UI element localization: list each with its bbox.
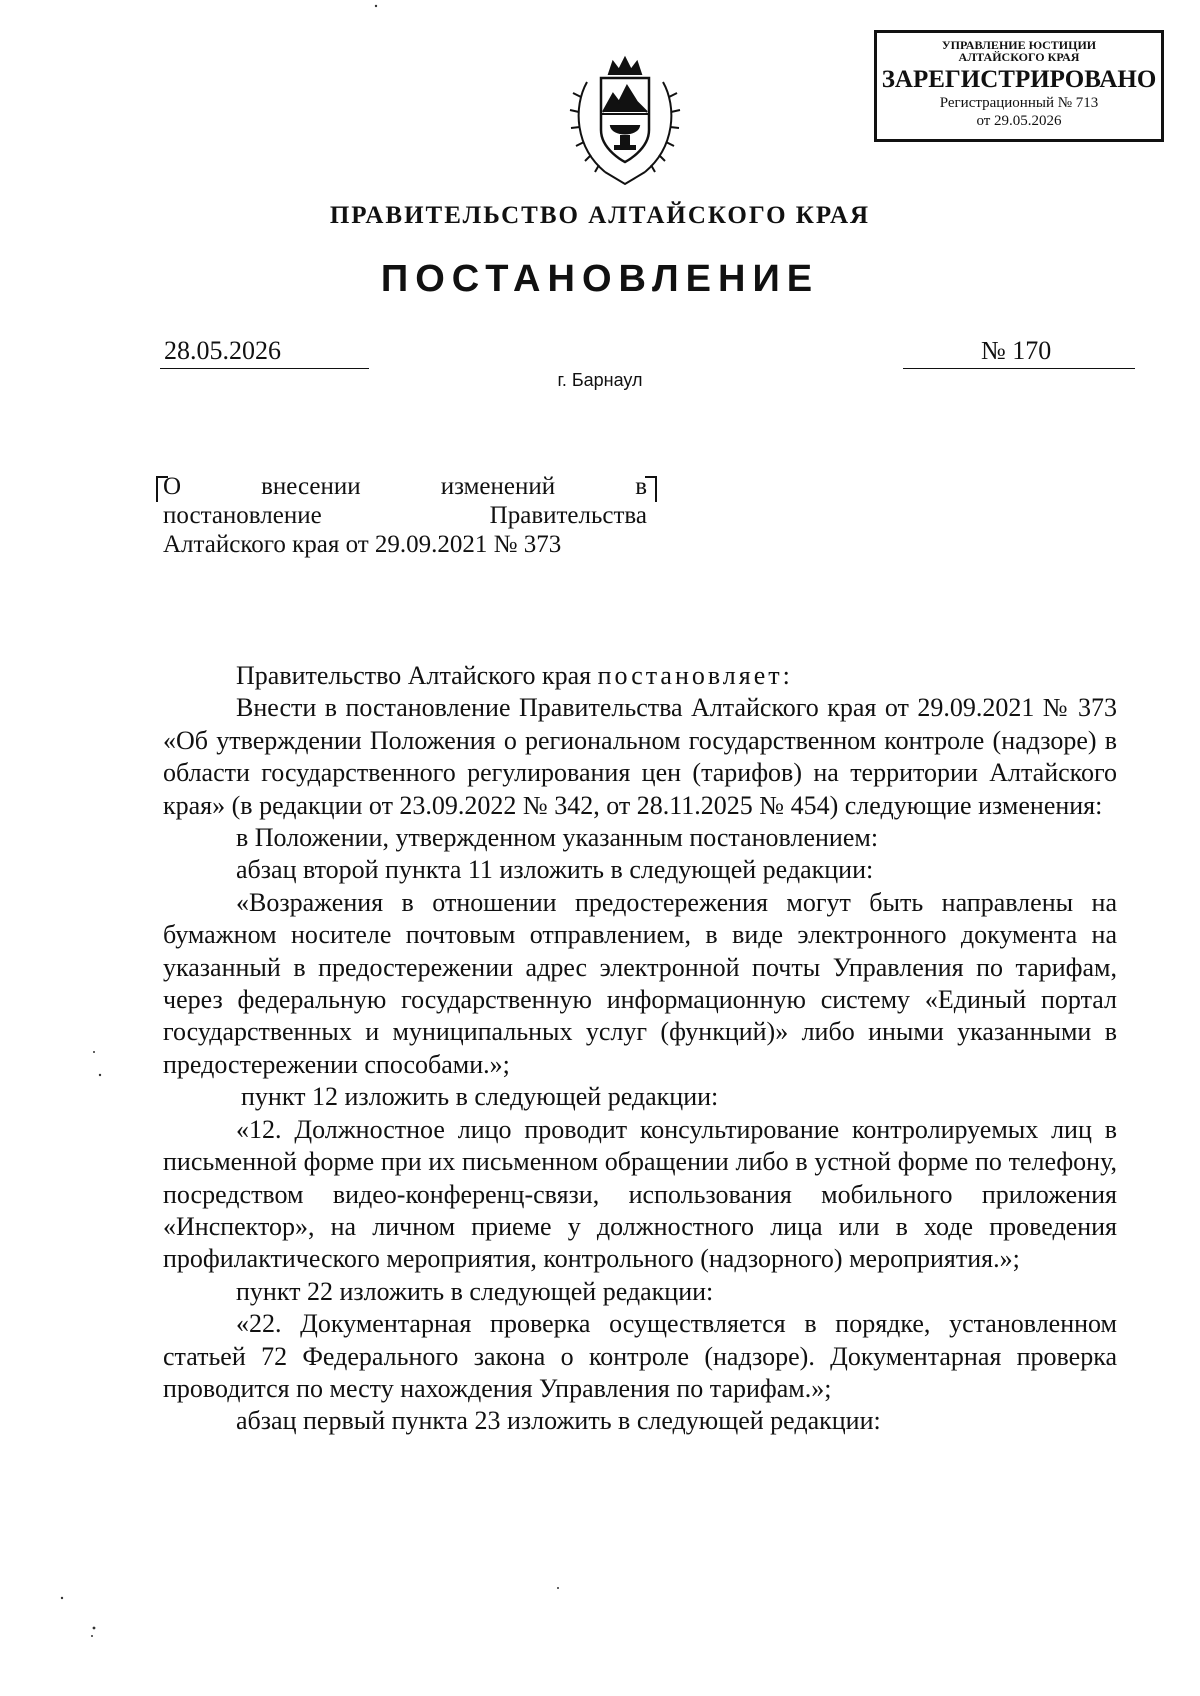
- stamp-org-line1: УПРАВЛЕНИЕ ЮСТИЦИИ: [941, 38, 1097, 52]
- body-paragraph: Внести в постановление Правительства Алтайского края от 29.09.2021 № 373 «Об утверждении Положения о региональном государственном контроле (надзоре) в области государственного регулирования цен (тарифов) на территории Алтайского края» (в редакции от 23.09.2022 № 342, от 28.11.2025 № 454) следующие изменения:: [163, 693, 1117, 820]
- body-paragraph: [163, 660, 1117, 692]
- stamp-reg-number: Регистрационный № 713: [939, 95, 1099, 111]
- subject-word: изменений: [440, 473, 556, 500]
- decree-date: 28.05.2026: [160, 334, 369, 369]
- subject-word: внесении: [261, 473, 361, 500]
- body-paragraph: «12. Должностное лицо проводит консультирование контролируемых лиц в письменной форме при их письменном обращении либо в устной форме по телефону, посредством видео-конференц-связи, использования мобильного приложения «Инспектор», на личном приеме у должностного лица или в ходе проведения профилактического мероприятия, контрольного (надзорного) мероприятия.»;: [163, 1114, 1117, 1274]
- document-type: ПОСТАНОВЛЕНИЕ: [380, 258, 820, 300]
- decree-city: г. Барнаул: [557, 370, 643, 390]
- stamp-org-line2: АЛТАЙСКОГО КРАЯ: [958, 50, 1080, 64]
- body-paragraph: «22. Документарная проверка осуществляется в порядке, установленном статьей 72 Федерального закона о контроле (надзоре). Документарная проверка проводится по месту нахождения Управления по тарифам.»;: [163, 1309, 1117, 1403]
- body-text-spaced: постановляет:: [597, 661, 793, 690]
- subject-word: постановление: [163, 502, 322, 529]
- stamp-reg-date: от 29.05.2026: [976, 113, 1062, 129]
- registration-stamp: [874, 30, 1164, 142]
- subject-word: О: [163, 473, 182, 500]
- coat-of-arms-icon: [565, 52, 685, 192]
- decree-number: № 170: [903, 334, 1135, 369]
- body-paragraph: в Положении, утвержденном указанным постановлением:: [236, 823, 879, 853]
- body-paragraph: пункт 12 изложить в следующей редакции:: [241, 1082, 719, 1112]
- subject-word: в: [635, 473, 647, 500]
- body-paragraph: абзац первый пункта 23 изложить в следующей редакции:: [236, 1406, 881, 1436]
- body-text: Правительство Алтайского края: [236, 661, 598, 690]
- subject-line: Алтайского края от 29.09.2021 № 373: [163, 531, 562, 558]
- body-paragraph: абзац второй пункта 11 изложить в следующей редакции:: [236, 855, 874, 885]
- body-paragraph: пункт 22 изложить в следующей редакции:: [236, 1276, 714, 1306]
- stamp-status: ЗАРЕГИСТРИРОВАНО: [881, 66, 1157, 93]
- government-title: ПРАВИТЕЛЬСТВО АЛТАЙСКОГО КРАЯ: [329, 202, 871, 229]
- decree-body: [163, 660, 1117, 1438]
- body-paragraph: «Возражения в отношении предостережения могут быть направлены на бумажном носителе почтовым отправлением, в виде электронного документа на указанный в предостережении адрес электронной почты Управления по тарифам, через федеральную государственную информационную систему «Единый портал государственных и муниципальных услуг (функций)» либо иными указанными в предостережении способами.»;: [163, 887, 1117, 1079]
- decree-subject: [163, 472, 647, 559]
- subject-word: Правительства: [489, 502, 647, 529]
